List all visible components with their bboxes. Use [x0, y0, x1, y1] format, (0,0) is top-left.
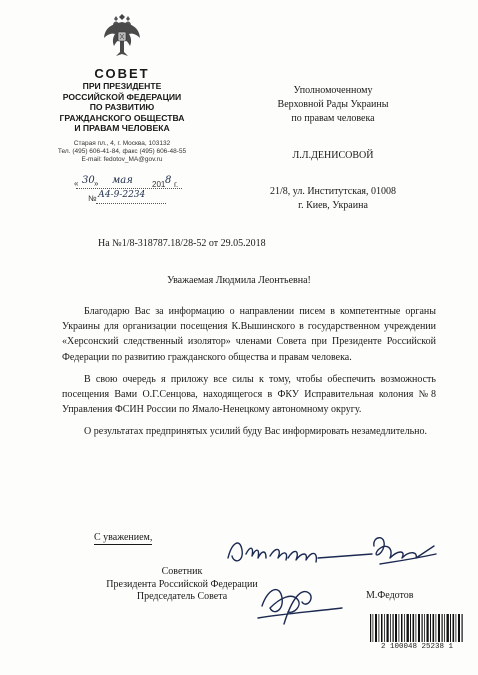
title-line: Президента Российской Федерации	[106, 578, 258, 590]
barcode-number: 2 100048 25238 1	[380, 643, 453, 651]
barcode	[368, 614, 464, 642]
email-line: E-mail: fedotov_MA@gov.ru	[81, 156, 163, 164]
recipient-name: Л.Л.ДЕНИСОВОЙ	[292, 149, 374, 161]
date-year-prefix: 201	[152, 180, 166, 189]
recipient-address: 21/8, ул. Институтская, 01008	[270, 185, 396, 197]
quote-close: »	[94, 179, 99, 188]
date-month: мая	[112, 175, 133, 186]
org-name: СОВЕТ	[94, 66, 150, 81]
outgoing-date-number	[74, 175, 194, 205]
date-day: 30	[82, 175, 95, 186]
closing-regards: С уважением,	[94, 532, 153, 543]
address-line: Старая пл., 4, г. Москва, 103132	[73, 140, 171, 147]
org-line: ПО РАЗВИТИЮ	[89, 102, 155, 113]
number-label: №	[88, 194, 97, 203]
number-underline	[96, 203, 166, 204]
phone-line: Тел. (495) 606-41-84, факс (495) 606-48-55	[57, 148, 187, 156]
org-line: ГРАЖДАНСКОГО ОБЩЕСТВА	[59, 112, 185, 123]
reference-line: На №1/8-318787.18/28-52 от 29.05.2018	[98, 238, 266, 249]
signatory-name: М.Федотов	[366, 590, 414, 601]
date-underline	[76, 188, 182, 189]
org-line: И ПРАВАМ ЧЕЛОВЕКА	[74, 123, 170, 134]
org-line: ПРИ ПРЕЗИДЕНТЕ	[82, 81, 162, 91]
title-line: Советник	[161, 566, 203, 577]
date-year-end: г.	[174, 180, 179, 189]
recipient-line: Уполномоченному	[293, 85, 373, 96]
paragraph: Благодарю Вас за информацию о направлении писем в компетентные органы Украины для организации посещения К.Вышинского в государственном учреждении «Херсонский следственный изолятор» членами Совета при Президенте Российской Федерации по развитию гражданского общества и правам человека.	[62, 306, 436, 363]
date-year-suffix: 8	[165, 175, 172, 186]
russian-coat-of-arms-icon	[102, 10, 142, 60]
recipient-city: г. Киев, Украина	[298, 200, 368, 212]
sender-organization	[40, 66, 204, 134]
paragraph: В свою очередь я приложу все силы к тому, чтобы обеспечить возможность посещения Вами О.Г.Сенцова, находящегося в ФКУ Исправительная колония №8 Управления ФСИН России по Ямало-Ненецкому автономному округу.	[62, 373, 436, 416]
outgoing-number: А4-9-2234	[98, 190, 146, 200]
paragraph: О результатах предпринятых усилий буду Вас информировать незамедлительно.	[84, 426, 428, 438]
org-line: РОССИЙСКОЙ ФЕДЕРАЦИИ	[62, 91, 182, 102]
greeting: Уважаемая Людмила Леонтьевна!	[167, 275, 311, 286]
recipient-line: Верховной Рады Украины	[277, 99, 389, 111]
letter-body	[62, 304, 436, 447]
quote-open: «	[74, 179, 79, 188]
title-line: Председатель Совета	[136, 591, 228, 602]
sender-address	[30, 140, 214, 165]
recipient-line: по правам человека	[291, 113, 375, 125]
recipient-block	[248, 84, 418, 213]
